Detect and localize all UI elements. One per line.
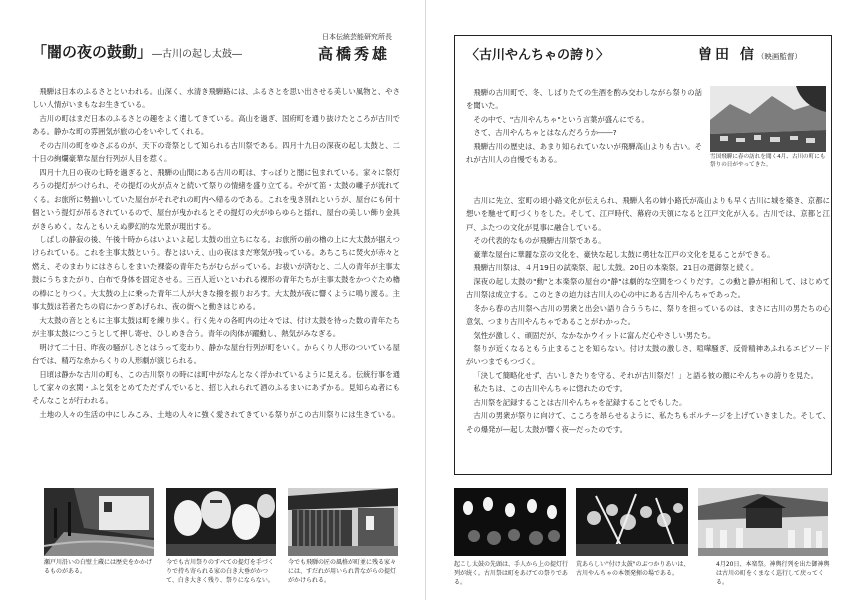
paragraph: 深夜の起し太鼓の"動"と本楽祭の屋台の"静"は劇的な空間をつくりだす。この動と静が相和して、はじめて古川祭は成立する。このときの迫力は古川人の心の中にある古川やんちゃであった。 [466,276,830,300]
paragraph: 大太鼓の音とともに主事太鼓は町を練り歩く。行く先々の各町内の辻々では、付け太鼓を待った数の青年たちが主事太鼓につこうとして押し寄せ、ひしめき合う。青年の肉体が躍動し、熱気がみなぎる。 [32,315,400,339]
photo-caption: 4月20日、本楽祭。神輿行列を出た御神輿は古川の町をくまなく巡行して戻ってくる。 [716,561,830,586]
paragraph: 飛騨の古川町で、冬、しばりたての生酒を酌み交わしながら祭りの話を聞いた。 [466,88,702,111]
paragraph: 私たちは、この古川やんちゃに惚れたのです。 [473,384,627,394]
photo-townhouse [288,488,398,556]
title-main: 「闇の夜の鼓動」 [32,43,153,61]
paragraph: 四月十九日の夜の七時を過ぎると、飛騨の山間にある古川の町は、すっぽりと闇に包まれている。家々に祭灯ろうの提灯がつけられ、その提灯の火が点々と続いて祭りの情緒を盛り立てる。やがて笛・太鼓の囃子が流れてくる。お旅所に勢揃いしていた屋台がそれぞれの町内へ帰るのである。これを曳き別れというが、屋台にも何十個という提灯が吊るされているので、屋台が曳かれるとその提灯の火がゆらゆらと揺れ、屋台の美しい飾り金具がきらめく。なんともいえぬ夢幻的な光景が現出する。 [32,167,400,231]
photo-storehouse [44,488,154,556]
paragraph: 古川の町はまだ日本のふるさとの趣をよく遺してきている。高山を過ぎ、国府町を通り抜けたところが古川である。静かな町の雰囲気が旅の心をいやしてくれる。 [32,113,400,137]
article-title [32,41,242,62]
paragraph: 冬から春の古川祭へ古川の男衆と出会い語り合ううちに、祭りを担っているのは、まさに古川の男たちの心意気、つまり古川やんちゃであることがわかった。 [466,303,830,327]
paragraph: 古川に先立、室町の頃小路文化が伝えられ、飛騨人名の姉小路氏が高山よりも早く古川に城を築き、京都に想いを馳せて町づくりをした。そして、江戸時代、幕府の天領になると江戸文化が入る。古川では、京都と江戸、ふたつの文化が見事に融合している。 [466,196,830,232]
paragraph: さて、古川やんちゃとはなんだろうか――? [473,128,617,138]
left-page [0,0,425,600]
photo-caption: 今でも飛騨の匠の風格が町並に残る家々には、すだれが用いられ昔ながらの提灯がかけられる。 [288,559,397,584]
paragraph: 豪華な屋台に華麗な京の文化を、豪快な起し太鼓に勇壮な江戸の文化を見ることができる。 [473,249,775,259]
photo-caption: 起こし太鼓の先頭は、手人から上の提灯行列が続く。古川祭は町をあげての祭りである。 [454,561,569,586]
article-body-lower [466,194,830,436]
photo-mikoshi-procession [698,488,828,556]
photo-lanterns [166,488,276,556]
paragraph: その代表的なものが飛騨古川祭である。 [473,236,606,246]
paragraph: 「決して簡略化せず、古いしきたりを守る、それが古川祭だ！」と語る彼の顔にやんちゃの誇りを見た。 [473,370,818,380]
paragraph: 日頃は静かな古川の町も、この古川祭りの時には町中がなんとなく浮かれているように見える。伝統行事を通して家々の玄関・ふと気をとめてただずんでいると、招じ入れられて酒のふるまいにあずかる。見知らぬ者にもそんなことが行われる。 [32,369,400,406]
author-name-text: 曽田 信 [698,47,757,63]
paragraph: 土地の人々の生活の中にしみこみ、土地の人々に強く愛されてきている祭りがこの古川祭りには生きている。 [39,409,400,419]
paragraph: 祭りが近くなるともう止まることを知らない。付け太鼓の激しさ、喧嘩騒ぎ、反骨精神あふれるエピソードがいつまでもつづく。 [466,343,830,367]
author-affiliation: 日本伝統芸能研究所長 [322,33,392,41]
author-name: 高橋秀雄 [318,45,391,63]
article-title: 〈古川やんちゃの誇り〉 [466,48,610,63]
paragraph: 古川の男衆が祭りに向けて、こころを昂らせるように、私たちもボルテージを上げていきました。そして、その爆発が―起し太鼓が響く夜―だったのです。 [466,411,830,434]
right-page [426,0,851,600]
paragraph: その中で、"古川やんちゃ"という言葉が盛んにでる。 [473,114,649,124]
paragraph: 古川祭を記録することは古川やんちゃを記録することでもした。 [473,397,687,407]
paragraph: その古川の町をゆさぶるのが、天下の奇祭として知られる古川祭である。四月十九日の深夜の起し太鼓と、二十日の絢爛豪華な屋台行列が人目を惹く。 [32,140,400,164]
paragraph: しばしの静寂の後、午後十時からはいよいよ起し太鼓の出立ちになる。お旅所の前の櫓の上に大太鼓が据えつけられている。これを主事太鼓という。春とはいえ、山の夜はまだ寒気が残っている。あちこちに焚火が赤々と燃え、そのまわりにはさらしをまいた裸姿の青年たちがむらがっている。お祓いが済むと、二人の青年が主事太鼓にうちまたがり、白布で身体を固定させる。三百人近いといわれる裸形の青年たちが主事太鼓をかつぐため櫓の棒にとりつく。大太鼓の上に乗った青年二人が大きな撥を振りおろす。大太鼓が夜に響くように鳴り渡る。主事太鼓は若者たちの肩にかつぎあげられ、夜の街へと動きはじめる。 [32,234,400,312]
photo-caption: 雪国飛騨に春の訪れを聞く4月、古川の町にも祭りの日がやってきた。 [710,154,826,168]
author-credit: （映画監督） [756,52,802,61]
paragraph: 明けて二十日、昨夜の騒がしさとはうって変わり、静かな屋台行列が町をいく。からくり人形のついている屋台では、精巧な糸からくりの人形劇が演じられる。 [32,342,400,366]
paragraph: 飛騨古川祭は、４月19日の試楽祭、起し太鼓。20日の本楽祭。21日の還御祭と続く。 [473,263,759,273]
photo-mountain-town [710,86,826,152]
photo-caption: 今でも古川祭りのすべての提灯を手づくりで持ち寄られる家の白き大垂がかつて、白き大きく残り、祭りにならない。 [166,559,274,584]
paragraph: 飛騨古川の歴史は、あまり知られていないが飛騨高山よりも古い。それが古川人の自慢でもある。 [466,141,702,165]
article-body-upper [466,86,702,167]
paragraph: 飛騨は日本のふるさとといわれる。山深く、水清き飛騨路には、ふるさとを思い出させる美しい風物と、やさしい人情がいまもなお生きている。 [32,87,400,110]
photo-caption: 瀬戸川沿いの白壁土蔵には歴史をかかげるものがある。 [44,559,153,575]
photo-lantern-procession [454,488,566,556]
photo-caption: 荒あらしい"付け太鼓"のぶつかりあいは、古川やんちゃの本領発揮の場である。 [576,561,690,577]
photo-tsuke-daiko [576,488,688,556]
paragraph: 気性が激しく、頑固だが、なかなかウイットに富んだ心やさしい男たち。 [473,330,716,340]
article-body [32,85,400,421]
title-subtitle: ―古川の起し太鼓― [152,49,243,60]
author-name [698,44,802,64]
